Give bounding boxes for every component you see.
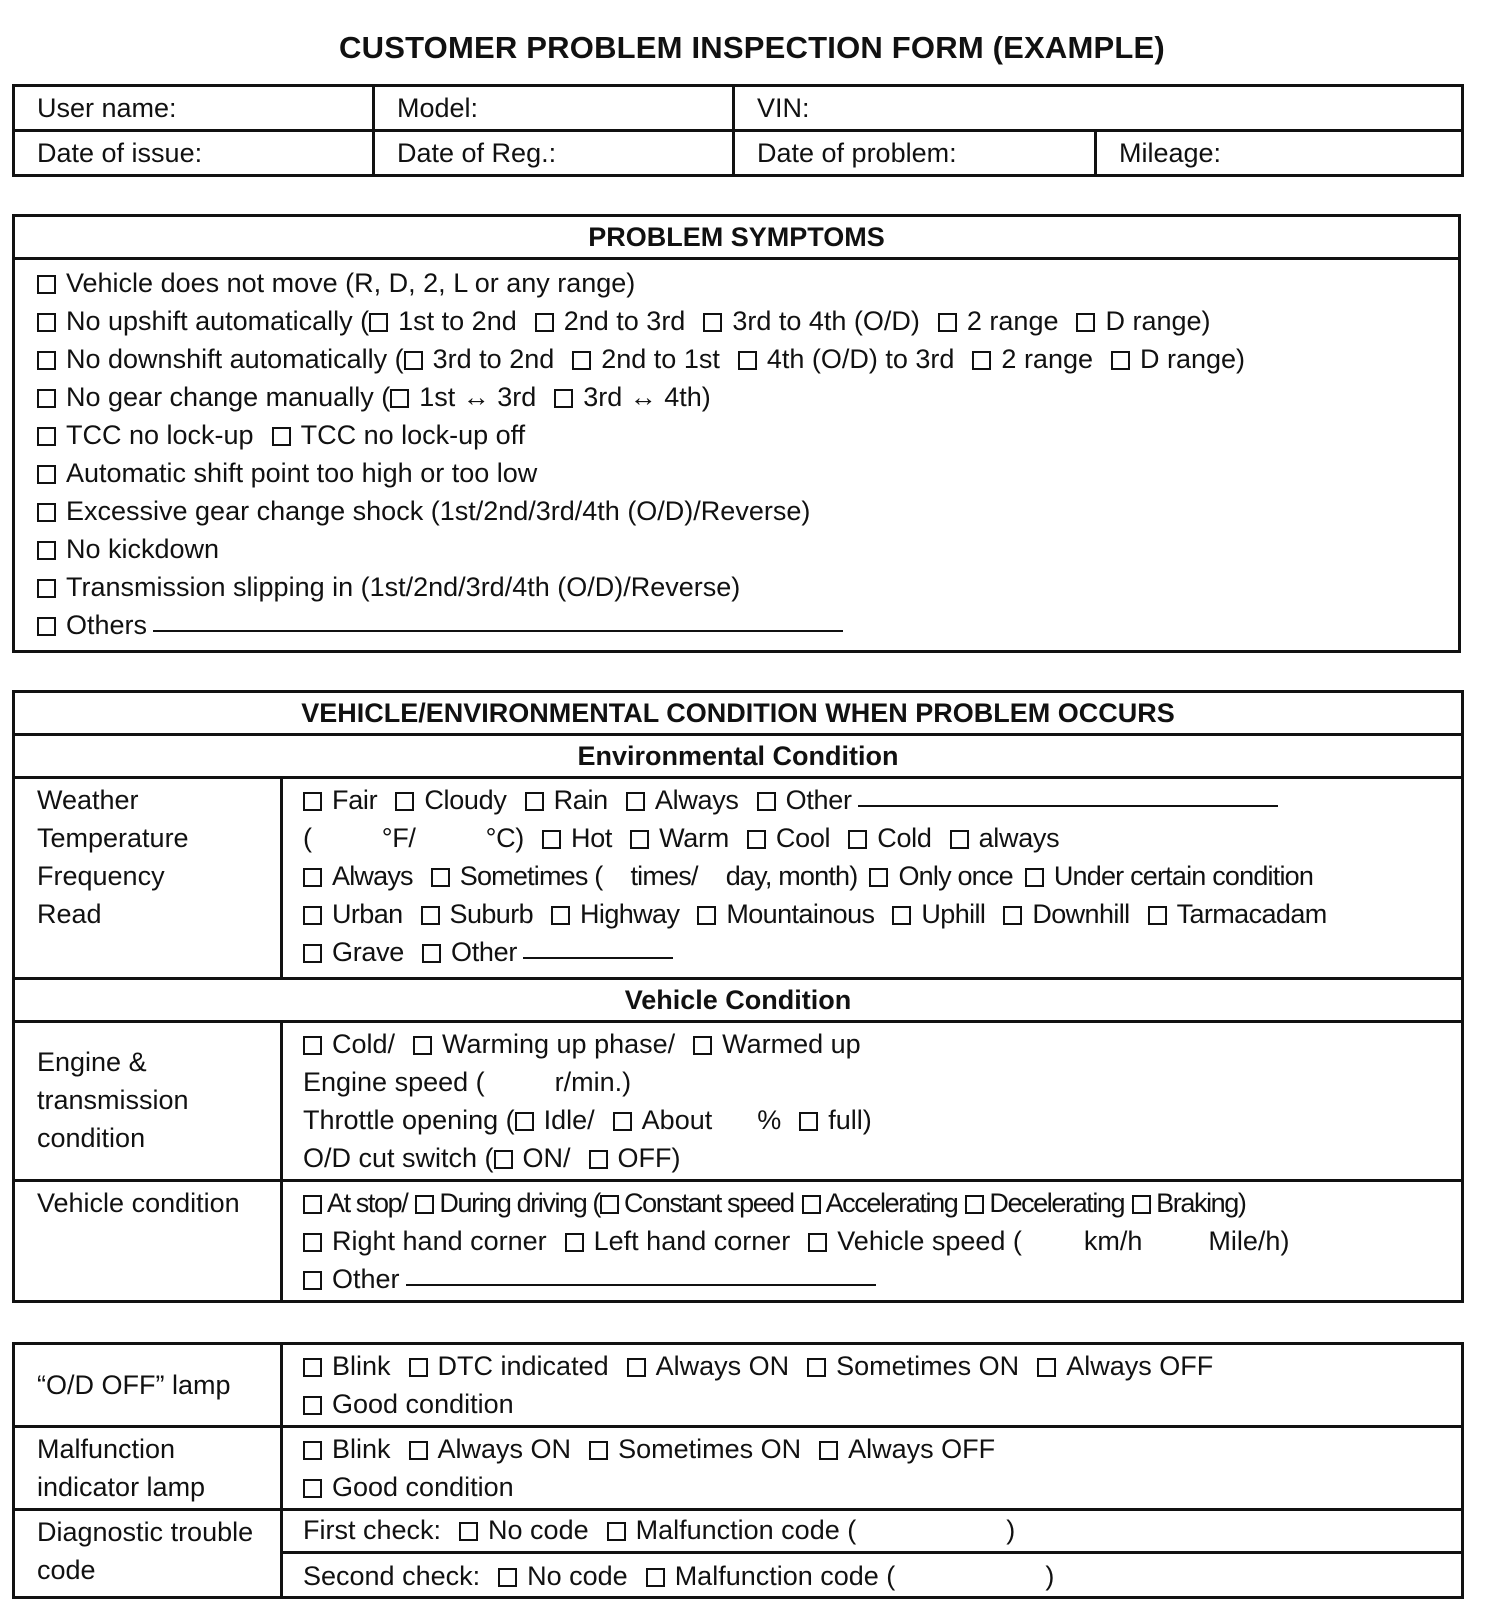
temperature-label: Temperature (37, 823, 189, 853)
problem-symptoms-table (12, 214, 1461, 653)
mil-label: Malfunction indicator lamp (14, 1427, 282, 1510)
checkbox[interactable] (1076, 313, 1095, 332)
engine-temp-options: Cold/ Warming up phase/ Warmed up (303, 1025, 1461, 1063)
checkbox[interactable] (738, 351, 757, 370)
symptom-no-gear-change-manually: No gear change manually ( 1st ↔ 3rd 3rd ↔ 4th) (37, 378, 1458, 416)
vin-field[interactable]: VIN: (734, 86, 1463, 131)
checkbox[interactable] (421, 906, 440, 925)
checkbox[interactable] (1111, 351, 1130, 370)
checkbox[interactable] (272, 427, 291, 446)
vehicle-condition-heading: Vehicle Condition (14, 979, 1463, 1022)
symptom-transmission-slipping: Transmission slipping in (1st/2nd/3rd/4th (O/D)/Reverse) (37, 568, 1458, 606)
weather-options: Fair Cloudy Rain Always Other (303, 781, 1461, 819)
checkbox[interactable] (572, 351, 591, 370)
road-other-blank[interactable] (523, 955, 673, 959)
vehicle-condition-line2: Right hand corner Left hand corner Vehicle speed ( km/h Mile/h) (303, 1222, 1461, 1260)
checkbox[interactable] (37, 579, 56, 598)
checkbox[interactable] (607, 1522, 626, 1541)
checkbox[interactable] (303, 792, 322, 811)
checkbox[interactable] (950, 830, 969, 849)
environmental-condition-heading: Environmental Condition (14, 735, 1463, 778)
checkbox[interactable] (303, 1036, 322, 1055)
checkbox[interactable] (542, 830, 561, 849)
road-label: Read (37, 899, 102, 929)
checkbox[interactable] (303, 1441, 322, 1460)
form-title: CUSTOMER PROBLEM INSPECTION FORM (EXAMPLE) (339, 30, 1165, 65)
checkbox[interactable] (808, 1233, 827, 1252)
checkbox[interactable] (303, 1358, 322, 1377)
problem-symptoms-heading: PROBLEM SYMPTOMS (14, 216, 1460, 259)
frequency-label: Frequency (37, 861, 165, 891)
symptom-no-upshift: No upshift automatically ( 1st to 2nd 2nd to 3rd 3rd to 4th (O/D) 2 range D range) (37, 302, 1458, 340)
checkbox[interactable] (37, 313, 56, 332)
checkbox[interactable] (869, 868, 888, 887)
checkbox[interactable] (390, 389, 409, 408)
checkbox[interactable] (589, 1441, 608, 1460)
checkbox[interactable] (303, 1233, 322, 1252)
checkbox[interactable] (630, 830, 649, 849)
checkbox[interactable] (848, 830, 867, 849)
checkbox[interactable] (37, 389, 56, 408)
dtc-label: Diagnostic trouble code (14, 1510, 282, 1598)
od-off-lamp-label: “O/D OFF” lamp (14, 1344, 282, 1427)
checkbox[interactable] (965, 1195, 984, 1214)
mileage-field[interactable]: Mileage: (1096, 131, 1463, 176)
weather-other-blank[interactable] (858, 803, 1278, 807)
checkbox[interactable] (1148, 906, 1167, 925)
header-info-table (12, 84, 1464, 177)
symptom-shift-point: Automatic shift point too high or too low (37, 454, 1458, 492)
checkbox[interactable] (799, 1112, 818, 1131)
checkbox[interactable] (807, 1358, 826, 1377)
symptom-vehicle-does-not-move: Vehicle does not move (R, D, 2, L or any range) (37, 264, 1458, 302)
road-options: Urban Suburb Highway Mountainous Uphill Downhill Tarmacadam (303, 895, 1461, 933)
od-lamp-good: Good condition (303, 1385, 1461, 1423)
checkbox[interactable] (627, 1358, 646, 1377)
checkbox[interactable] (747, 830, 766, 849)
vehicle-other-blank[interactable] (406, 1282, 876, 1286)
user-name-field[interactable]: User name: (14, 86, 374, 131)
checkbox[interactable] (515, 1112, 534, 1131)
checkbox[interactable] (37, 541, 56, 560)
checkbox[interactable] (303, 906, 322, 925)
checkbox[interactable] (37, 617, 56, 636)
checkbox[interactable] (303, 1479, 322, 1498)
model-field[interactable]: Model: (374, 86, 734, 131)
checkbox[interactable] (703, 313, 722, 332)
checkbox[interactable] (626, 792, 645, 811)
checkbox[interactable] (693, 1036, 712, 1055)
mil-options: Blink Always ON Sometimes ON Always OFF (303, 1430, 1461, 1468)
checkbox[interactable] (395, 792, 414, 811)
weather-label: Weather (37, 785, 139, 815)
frequency-options: Always Sometimes ( times/ day, month) Only once Under certain condition (303, 857, 1461, 895)
checkbox[interactable] (422, 944, 441, 963)
checkbox[interactable] (431, 868, 450, 887)
checkbox[interactable] (1025, 868, 1044, 887)
symptom-no-downshift: No downshift automatically ( 3rd to 2nd 2nd to 1st 4th (O/D) to 3rd 2 range D range) (37, 340, 1458, 378)
checkbox[interactable] (589, 1150, 608, 1169)
checkbox[interactable] (613, 1112, 632, 1131)
od-lamp-options: Blink DTC indicated Always ON Sometimes ON Always OFF (303, 1347, 1461, 1385)
checkbox[interactable] (494, 1150, 513, 1169)
checkbox[interactable] (697, 906, 716, 925)
checkbox[interactable] (646, 1568, 665, 1587)
checkbox[interactable] (972, 351, 991, 370)
vehicle-condition-line1: At stop/ During driving ( Constant speed Accelerating Decelerating Braking) (303, 1184, 1461, 1222)
road-options-2: Grave Other (303, 933, 1461, 971)
checkbox[interactable] (303, 1396, 322, 1415)
symptom-tcc: TCC no lock-up TCC no lock-up off (37, 416, 1458, 454)
checkbox[interactable] (757, 792, 776, 811)
checkbox[interactable] (409, 1358, 428, 1377)
checkbox[interactable] (303, 1271, 322, 1290)
checkbox[interactable] (303, 1195, 322, 1214)
date-of-problem-field[interactable]: Date of problem: (734, 131, 1096, 176)
checkbox[interactable] (404, 351, 423, 370)
checkbox[interactable] (37, 427, 56, 446)
engine-transmission-label: Engine & transmission condition (14, 1022, 282, 1181)
dtc-second-check: Second check: No code Malfunction code ( ) (303, 1561, 1055, 1591)
checkbox[interactable] (1003, 906, 1022, 925)
checkbox[interactable] (369, 313, 388, 332)
checkbox[interactable] (892, 906, 911, 925)
checkbox[interactable] (413, 1036, 432, 1055)
checkbox[interactable] (802, 1195, 821, 1214)
checkbox[interactable] (551, 906, 570, 925)
symptom-others: Others (37, 606, 1458, 644)
checkbox[interactable] (37, 465, 56, 484)
conditions-table (12, 690, 1464, 1303)
vehicle-condition-label: Vehicle condition (14, 1181, 282, 1302)
checkbox[interactable] (525, 792, 544, 811)
checkbox[interactable] (409, 1441, 428, 1460)
checkbox[interactable] (415, 1195, 434, 1214)
checkbox[interactable] (1037, 1358, 1056, 1377)
lamps-table (12, 1342, 1464, 1599)
throttle-opening: Throttle opening ( Idle/ About % full) (303, 1105, 872, 1135)
date-of-issue-field[interactable]: Date of issue: (14, 131, 374, 176)
temperature-options: ( °F/ °C) Hot Warm Cool Cold always (303, 823, 1060, 853)
conditions-heading: VEHICLE/ENVIRONMENTAL CONDITION WHEN PROBLEM OCCURS (14, 692, 1463, 735)
checkbox[interactable] (303, 868, 322, 887)
checkbox[interactable] (554, 389, 573, 408)
date-of-reg-field[interactable]: Date of Reg.: (374, 131, 734, 176)
checkbox[interactable] (819, 1441, 838, 1460)
dtc-first-check: First check: No code Malfunction code ( ) (303, 1515, 1016, 1545)
checkbox[interactable] (303, 944, 322, 963)
checkbox[interactable] (37, 351, 56, 370)
checkbox[interactable] (498, 1568, 517, 1587)
mil-good: Good condition (303, 1468, 1461, 1506)
checkbox[interactable] (938, 313, 957, 332)
od-cut-switch: O/D cut switch ( ON/ OFF) (303, 1143, 681, 1173)
checkbox[interactable] (565, 1233, 584, 1252)
checkbox[interactable] (459, 1522, 478, 1541)
checkbox[interactable] (1132, 1195, 1151, 1214)
symptom-gear-change-shock: Excessive gear change shock (1st/2nd/3rd/4th (O/D)/Reverse) (37, 492, 1458, 530)
others-blank[interactable] (153, 628, 843, 632)
env-labels-cell (14, 778, 282, 979)
symptom-no-kickdown: No kickdown (37, 530, 1458, 568)
checkbox[interactable] (37, 503, 56, 522)
checkbox[interactable] (535, 313, 554, 332)
checkbox[interactable] (37, 275, 56, 294)
checkbox[interactable] (600, 1195, 619, 1214)
engine-speed: Engine speed ( r/min.) (303, 1067, 632, 1097)
vehicle-condition-line3: Other (303, 1260, 1461, 1298)
